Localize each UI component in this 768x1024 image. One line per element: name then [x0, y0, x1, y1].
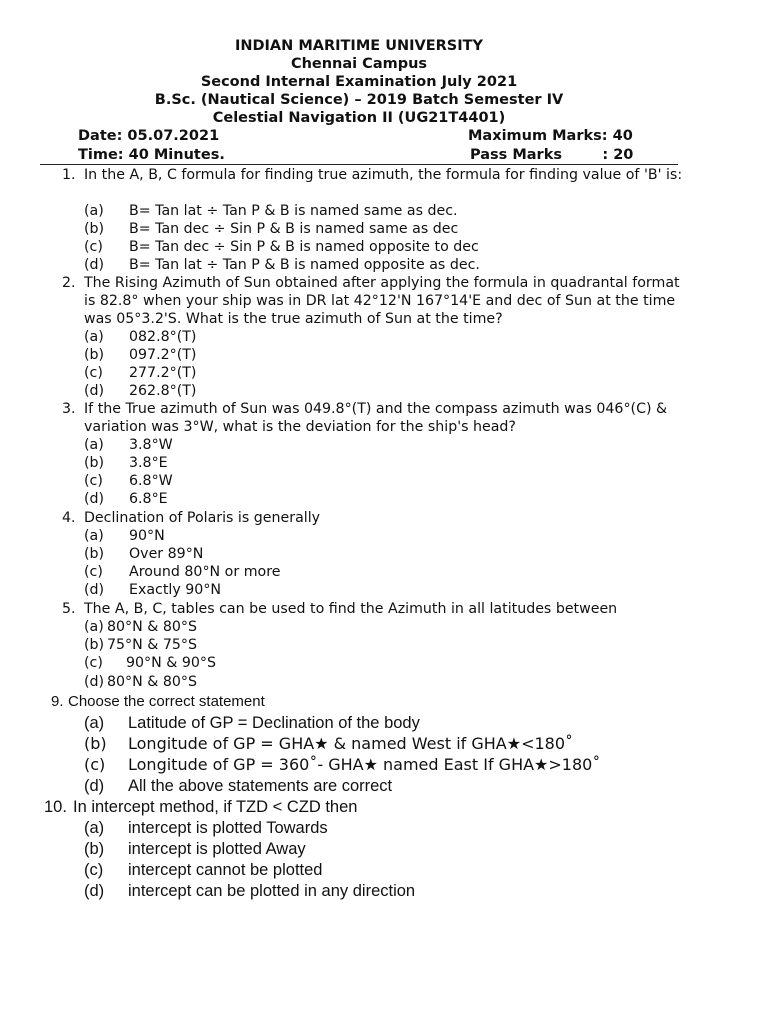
- option-label: (c): [84, 473, 103, 489]
- option-text: All the above statements are correct: [128, 777, 393, 795]
- option-text: Around 80°N or more: [129, 564, 281, 580]
- question-number: 2.: [62, 275, 76, 291]
- question-text: In the A, B, C formula for finding true azimuth, the formula for finding value of 'B' is:: [84, 167, 683, 183]
- question-number: 4.: [62, 510, 76, 526]
- option-label: (d): [84, 882, 105, 900]
- option-label: (a): [84, 528, 104, 544]
- option-text: 082.8°(T): [129, 329, 197, 345]
- option-text: 277.2°(T): [129, 365, 197, 381]
- option-label: (a): [84, 203, 104, 219]
- question-text: In intercept method, if TZD < CZD then: [73, 798, 358, 816]
- course-title: Celestial Navigation II (UG21T4401): [212, 110, 506, 126]
- option-text: Latitude of GP = Declination of the body: [128, 714, 420, 732]
- option-label: (c): [84, 239, 103, 255]
- option-label: (a): [84, 437, 104, 453]
- option-label: (a): [84, 329, 104, 345]
- option-text: B= Tan dec ÷ Sin P & B is named same as dec: [129, 221, 459, 237]
- maximum-marks: Maximum Marks: 40: [468, 128, 633, 144]
- option-text: intercept can be plotted in any direction: [128, 882, 416, 900]
- option-label: (c): [84, 655, 103, 671]
- programme-title: B.Sc. (Nautical Science) – 2019 Batch Semester IV: [154, 92, 564, 108]
- option-text: 262.8°(T): [129, 383, 197, 399]
- option-text: B= Tan lat ÷ Tan P & B is named opposite as dec.: [129, 257, 480, 273]
- option-label: (c): [84, 755, 106, 774]
- exam-title: Second Internal Examination July 2021: [200, 74, 518, 90]
- option-label: (b): [84, 840, 105, 858]
- option-label: (a): [84, 819, 105, 837]
- option-text: B= Tan dec ÷ Sin P & B is named opposite to dec: [129, 239, 479, 255]
- question-text: Choose the correct statement: [68, 693, 265, 710]
- option-text: 097.2°(T): [129, 347, 197, 363]
- option-label: (c): [84, 564, 103, 580]
- option-label: (b): [84, 347, 105, 363]
- pass-marks: Pass Marks : 20: [470, 147, 634, 163]
- option-label: (b): [84, 637, 105, 653]
- option-text: 90°N & 90°S: [126, 655, 216, 671]
- question-text: Declination of Polaris is generally: [84, 510, 321, 526]
- option-label: (d): [84, 777, 105, 795]
- question-number: 1.: [62, 167, 76, 183]
- option-label: (c): [84, 861, 104, 879]
- option-label: (d): [84, 257, 105, 273]
- option-text: Longitude of GP = 360˚- GHA★ named East If GHA★>180˚: [128, 755, 601, 774]
- option-text: 3.8°E: [129, 455, 168, 471]
- option-text: intercept cannot be plotted: [128, 861, 323, 879]
- option-text: 6.8°W: [129, 473, 173, 489]
- option-text: intercept is plotted Towards: [128, 819, 328, 837]
- option-text: intercept is plotted Away: [128, 840, 306, 858]
- question-number: 10.: [44, 798, 67, 816]
- question-number: 5.: [62, 601, 76, 617]
- option-text: Longitude of GP = GHA★ & named West if GHA★<180˚: [128, 734, 574, 753]
- question-text: The A, B, C, tables can be used to find the Azimuth in all latitudes between: [84, 601, 618, 617]
- option-text: B= Tan lat ÷ Tan P & B is named same as dec.: [129, 203, 458, 219]
- option-label: (d): [84, 383, 105, 399]
- option-label: (a): [84, 714, 105, 732]
- option-text: 80°N & 80°S: [107, 619, 197, 635]
- option-label: (b): [84, 221, 105, 237]
- option-text: 80°N & 80°S: [107, 674, 197, 690]
- option-label: (b): [84, 546, 105, 562]
- exam-date: Date: 05.07.2021: [78, 128, 220, 144]
- option-text: 75°N & 75°S: [107, 637, 197, 653]
- option-label: (c): [84, 365, 103, 381]
- option-label: (d): [84, 582, 105, 598]
- question-number: 3.: [62, 401, 76, 417]
- question-number: 9.: [51, 693, 64, 710]
- option-label: (d): [84, 674, 105, 690]
- exam-time: Time: 40 Minutes.: [78, 147, 225, 163]
- option-text: Exactly 90°N: [129, 582, 222, 598]
- option-label: (b): [84, 455, 105, 471]
- option-text: 6.8°E: [129, 491, 168, 507]
- option-label: (a): [84, 619, 104, 635]
- question-text: The Rising Azimuth of Sun obtained after applying the formula in quadrantal format is 82.8° when your ship was in DR lat 42°12'N 167°14'E and dec of Sun at the time was 05°3.2'S. What is the true azimuth of Sun at the time?: [84, 275, 680, 327]
- option-label: (b): [84, 734, 107, 753]
- university-name: INDIAN MARITIME UNIVERSITY: [234, 38, 484, 54]
- option-text: 3.8°W: [129, 437, 173, 453]
- option-text: 90°N: [129, 528, 165, 544]
- option-label: (d): [84, 491, 105, 507]
- option-text: Over 89°N: [129, 546, 204, 562]
- campus-name: Chennai Campus: [290, 56, 428, 72]
- header-divider: [40, 164, 678, 165]
- question-text: If the True azimuth of Sun was 049.8°(T) and the compass azimuth was 046°(C) & variation was 3°W, what is the deviation for the ship's head?: [84, 401, 668, 435]
